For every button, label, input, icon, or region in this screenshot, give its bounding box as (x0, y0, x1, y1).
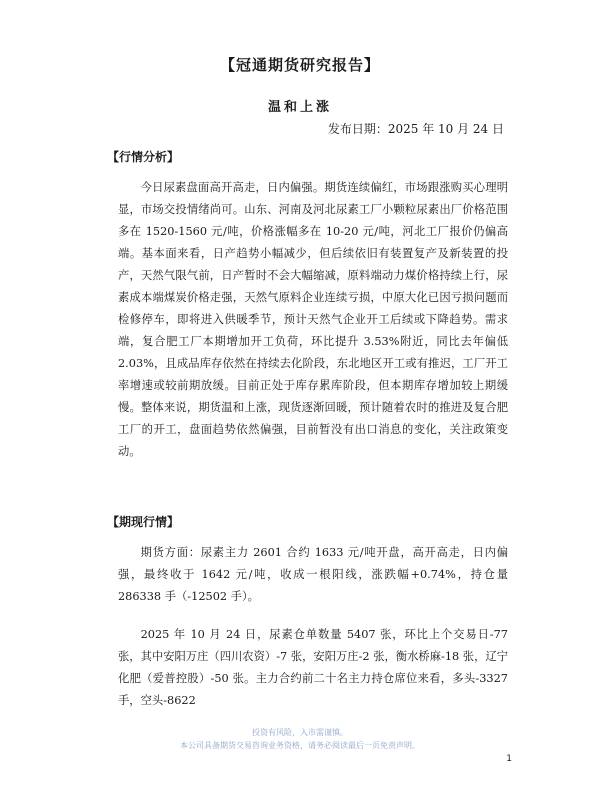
futures-paragraph: 期货方面：尿素主力 2601 合约 1633 元/吨开盘，高开高走，日内偏强，最终收于 1642 元/吨，收成一根阳线，涨跌幅+0.74%，持仓量 286338 手（-12502 手）。 (118, 546, 508, 603)
section-heading-futures-spot: 【期现行情】 (107, 515, 180, 529)
risk-disclaimer: 投资有风险，入市需谨慎。 (252, 728, 348, 737)
report-subtitle: 温和上涨 (267, 100, 332, 115)
qualification-disclaimer: 本公司具备期货交易咨询业务资格，请务必阅读最后一页免责声明。 (180, 741, 420, 750)
page-number: 1 (506, 754, 512, 764)
publish-date: 发布日期：2025 年 10 月 24 日 (327, 122, 504, 136)
market-analysis-body: 今日尿素盘面高开高走，日内偏强。期货连续偏红，市场跟涨购买心理明显，市场交投情绪尚可。山东、河南及河北尿素工厂小颗粒尿素出厂价格范围多在 1520-1560 元/吨，价格涨幅多在 10-20 元/吨，河北工厂报价仍偏高端。基本面来看，日产趋势小幅减少，但后续依旧有装置复产及新装置的投产，天然气限气前，日产暂时不会大幅缩减，原料端动力煤价格持续上行，尿素成本端煤炭价格走强，天然气原料企业连续亏损，中原大化已因亏损问题而检修停车，即将进入供暖季节，预计天然气企业开工后续或下降趋势。需求端，复合肥工厂本期增加开工负荷，环比提升 3.53%附近，同比去年偏低 2.03%，且成品库存依然在持续去化阶段，东北地区开工或有推迟，工厂开工率增速或较前期放缓。目前正处于库存累库阶段，但本期库存增加较上期缓慢。整体来说，期货温和上涨，现货逐渐回暖，预计随着农时的推进及复合肥工厂的开工，盘面趋势依然偏强，目前暂没有出口消息的变化，关注政策变动。 (118, 181, 508, 458)
report-title: 【冠通期货研究报告】 (219, 56, 380, 74)
section-heading-market-analysis: 【行情分析】 (107, 150, 180, 164)
warehouse-receipt-paragraph: 2025 年 10 月 24 日，尿素仓单数量 5407 张，环比上个交易日-77 张，其中安阳万庄（四川农资）-7 张，安阳万庄-2 张，衡水桥麻-18 张，辽宁化肥（爱普控股）-50 张。主力合约前二十名主力持仓席位来看，多头-3327 手，空头-8622 (118, 628, 508, 707)
